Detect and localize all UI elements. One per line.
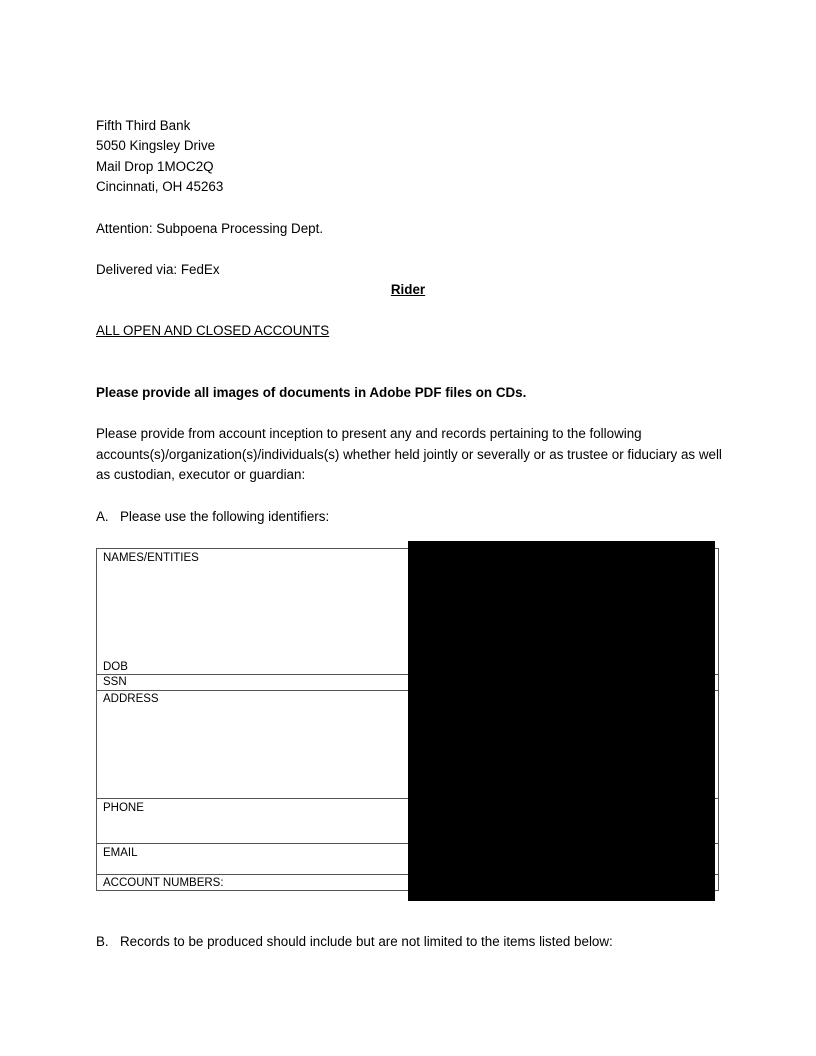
address-label-cell [97,691,410,799]
bank-city-state-zip: Cincinnati, OH 45263 [96,179,224,194]
section-a-text: Please use the following identifiers: [120,509,330,524]
phone-label-cell [97,799,410,844]
bank-name: Fifth Third Bank [96,118,191,133]
redaction-block [408,541,715,901]
section-b-text: Records to be produced should include but are not limited to the items listed below: [120,934,613,949]
bank-mail-drop: Mail Drop 1MOC2Q [96,159,214,174]
pdf-instruction: Please provide all images of documents in Adobe PDF files on CDs. [96,385,527,400]
attention-line: Attention: Subpoena Processing Dept. [96,221,324,236]
rider-title: Rider [390,282,426,297]
bank-street: 5050 Kingsley Drive [96,138,216,153]
section-a-letter: A. [96,509,109,524]
section-b-letter: B. [96,934,109,949]
section-a [96,509,329,525]
ssn-label: SSN [103,676,127,688]
names-dob-label-cell [97,549,410,675]
delivery-line: Delivered via: FedEx [96,262,220,277]
ssn-label-cell [97,675,410,691]
section-b [96,934,613,950]
phone-label: PHONE [103,802,144,814]
email-label: EMAIL [103,847,138,859]
account-numbers-label: ACCOUNT NUMBERS: [103,877,224,889]
account-numbers-label-cell [97,875,410,891]
address-label: ADDRESS [103,693,159,705]
accounts-heading: ALL OPEN AND CLOSED ACCOUNTS [96,323,330,338]
names-label: NAMES/ENTITIES [103,552,199,564]
dob-label: DOB [103,661,128,673]
email-label-cell [97,844,410,875]
records-paragraph: Please provide from account inception to present any and records pertaining to the following accounts(s)/organization(s)/individuals(s) whether held jointly or severally or as trustee or fiduciary as well as custodian, executor or guardian: [96,426,722,483]
